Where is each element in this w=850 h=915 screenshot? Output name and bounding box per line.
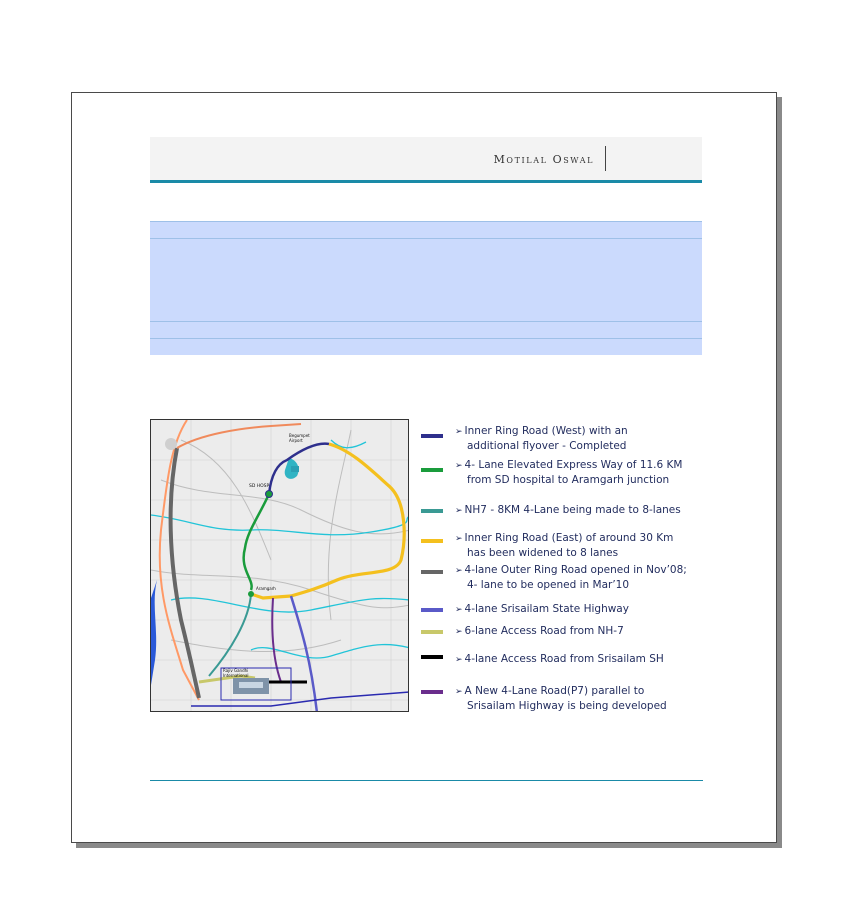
legend-swatch [421, 434, 443, 438]
table-line [150, 338, 702, 339]
legend-item [421, 421, 701, 451]
legend-swatch [421, 509, 443, 513]
arrow-icon: ➢ [455, 627, 463, 637]
legend-text: Inner Ring Road (East) of around 30 Km [464, 532, 674, 544]
arrow-icon: ➢ [455, 655, 463, 665]
legend-text: NH7 - 8KM 4-Lane being made to 8-lanes [464, 504, 681, 516]
legend-text: Inner Ring Road (West) with an [464, 425, 628, 437]
legend-text: 6-lane Access Road from NH-7 [464, 625, 624, 637]
arrow-icon: ➢ [455, 427, 463, 437]
legend-item [421, 501, 701, 517]
page-header [150, 137, 702, 180]
arrow-icon: ➢ [455, 605, 463, 615]
table-line [150, 321, 702, 322]
road-network-map [150, 419, 409, 712]
legend-text: 4- lane to be opened in Mar’10 [467, 579, 630, 591]
legend-item [421, 562, 701, 592]
legend-text: from SD hospital to Aramgarh junction [467, 474, 670, 486]
footer-rule [150, 780, 703, 781]
legend-item [421, 649, 701, 665]
shaded-table-block [150, 221, 702, 355]
legend-text: additional flyover - Completed [467, 440, 627, 452]
map-label: SD HOSP [249, 484, 270, 489]
arrow-icon: ➢ [455, 687, 463, 697]
arrow-icon: ➢ [455, 566, 463, 576]
brand-name: Motilal Oswal [493, 153, 594, 166]
brand-divider [605, 146, 606, 171]
arrow-icon: ➢ [455, 534, 463, 544]
header-rule [150, 180, 702, 183]
table-line [150, 221, 702, 222]
map-label: Rajiv Gandhi International [223, 668, 249, 678]
legend-item [421, 529, 701, 559]
legend-swatch [421, 690, 443, 694]
map-label: Begumpet Airport [289, 433, 310, 443]
legend-swatch [421, 630, 443, 634]
document-page [71, 92, 777, 843]
legend-item [421, 455, 701, 485]
legend-text: 4- Lane Elevated Express Way of 11.6 KM [464, 459, 683, 471]
table-line [150, 238, 702, 239]
legend-swatch [421, 570, 443, 574]
arrow-icon: ➢ [455, 461, 463, 471]
map-label: Aramgarh [256, 586, 276, 591]
legend-text: has been widened to 8 lanes [467, 547, 619, 559]
legend-swatch [421, 539, 443, 543]
map-graphic [151, 420, 409, 712]
legend-text: A New 4-Lane Road(P7) parallel to [464, 685, 645, 697]
legend-item [421, 623, 701, 639]
legend-swatch [421, 608, 443, 612]
legend-text: Srisailam Highway is being developed [467, 700, 667, 712]
legend-swatch [421, 655, 443, 659]
legend-text: 4-lane Srisailam State Highway [464, 603, 629, 615]
arrow-icon: ➢ [455, 506, 463, 516]
legend-swatch [421, 468, 443, 472]
legend-text: 4-lane Outer Ring Road opened in Nov’08; [464, 564, 687, 576]
legend-item [421, 685, 701, 715]
legend-item [421, 601, 701, 617]
legend-text: 4-lane Access Road from Srisailam SH [464, 653, 664, 665]
